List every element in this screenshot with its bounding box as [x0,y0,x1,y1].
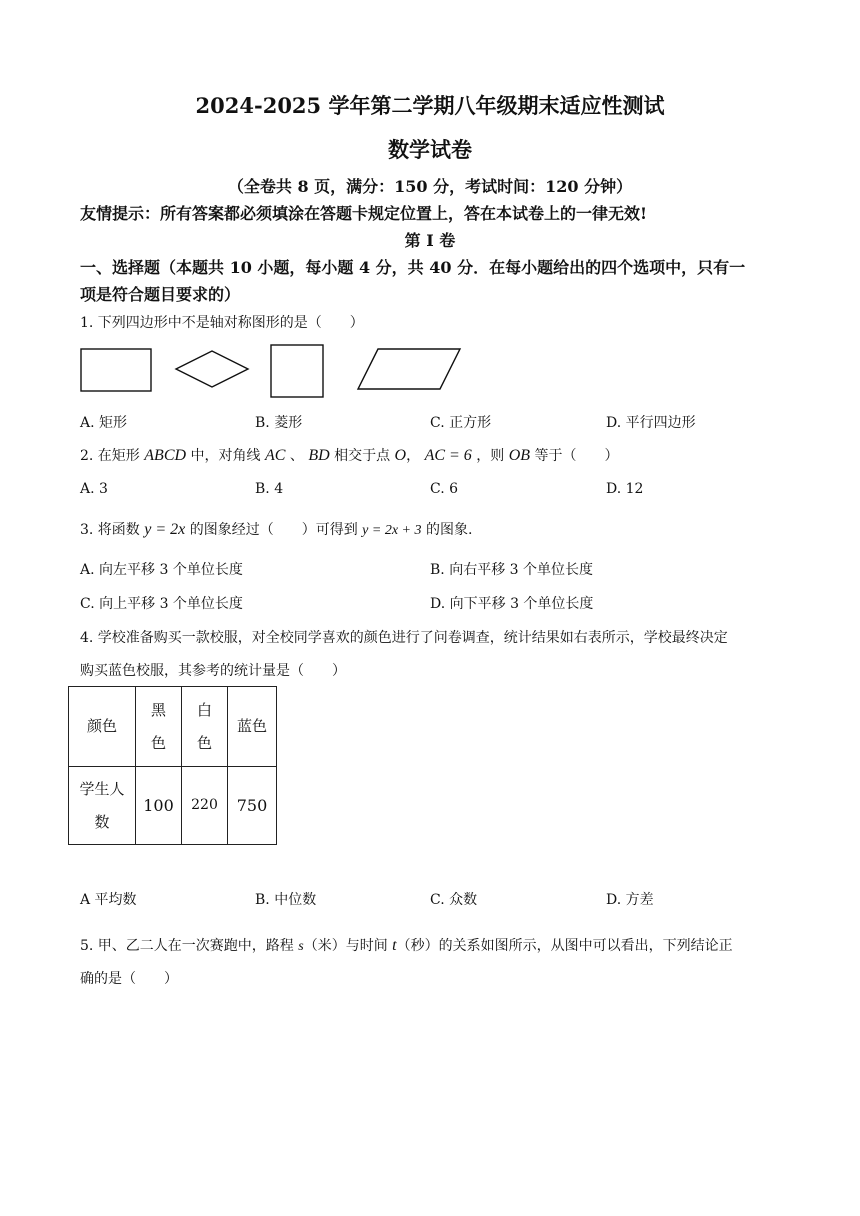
q3-option-a: A. 向左平移 3 个单位长度 [80,562,243,578]
q4-stem-line2: 购买蓝色校服，其参考的统计量是（ ） [80,663,346,679]
friendly-tip: 友情提示：所有答案都必须填涂在答题卡规定位置上，答在本试卷上的一律无效! [80,204,648,223]
q2-option-a: A. 3 [80,481,108,497]
square-figure [271,345,323,397]
q4-option-b: B. 中位数 [255,892,317,908]
exam-info: （全卷共 8 页，满分：150 分，考试时间：120 分钟） [227,177,633,196]
q5-stem-line2: 确的是（ ） [80,971,178,987]
q3-stem: 3. 将函数 y = 2x 的图象经过（ ）可得到 y = 2x + 3 的图象. [80,521,473,538]
q1-option-c: C. 正方形 [430,415,492,431]
color-survey-table [68,686,277,845]
rhombus-figure [176,351,248,387]
table-value-blue: 750 [228,767,277,845]
table-value-black: 100 [136,767,182,845]
q3-option-b: B. 向右平移 3 个单位长度 [430,562,593,578]
q2-option-b: B. 4 [255,481,284,497]
table-header-color: 颜色 [69,687,136,767]
table-row-label: 学生人数 [69,767,136,845]
q4-option-d: D. 方差 [606,892,654,908]
exam-subtitle: 数学试卷 [388,137,472,162]
volume-label: 第 I 卷 [404,231,456,250]
q2-option-c: C. 6 [430,481,459,497]
q4-option-a: A 平均数 [80,892,137,908]
section-heading-line2: 项是符合题目要求的） [80,285,241,304]
q2-stem: 2. 在矩形 ABCD 中，对角线 AC 、 BD 相交于点 O， AC = 6 ，则 OB 等于（ ） [80,447,619,464]
rectangle-figure [81,349,151,391]
exam-title: 2024-2025 学年第二学期八年级期末适应性测试 [195,93,665,118]
table-value-white: 220 [182,767,228,845]
q2-option-d: D. 12 [606,481,644,497]
section-heading-line1: 一、选择题（本题共 10 小题，每小题 4 分，共 40 分．在每小题给出的四个选项中，只有一 [80,258,746,277]
q1-option-a: A. 矩形 [80,415,128,431]
table-header-blue: 蓝色 [228,687,277,767]
q5-stem-line1: 5. 甲、乙二人在一次赛跑中，路程 s（米）与时间 t（秒）的关系如图所示，从图中可以看出，下列结论正 [80,937,733,954]
q1-figures [78,342,378,398]
q1-option-d: D. 平行四边形 [606,415,696,431]
q1-option-b: B. 菱形 [255,415,303,431]
q3-option-d: D. 向下平移 3 个单位长度 [430,596,594,612]
q3-option-c: C. 向上平移 3 个单位长度 [80,596,243,612]
q1-stem: 1. 下列四边形中不是轴对称图形的是（ ） [80,315,364,331]
parallelogram-figure [356,346,464,392]
q4-stem-line1: 4. 学校准备购买一款校服，对全校同学喜欢的颜色进行了问卷调查，统计结果如右表所示，学校最终决定 [80,630,728,646]
table-header-black: 黑色 [136,687,182,767]
table-header-white: 白色 [182,687,228,767]
q4-option-c: C. 众数 [430,892,478,908]
